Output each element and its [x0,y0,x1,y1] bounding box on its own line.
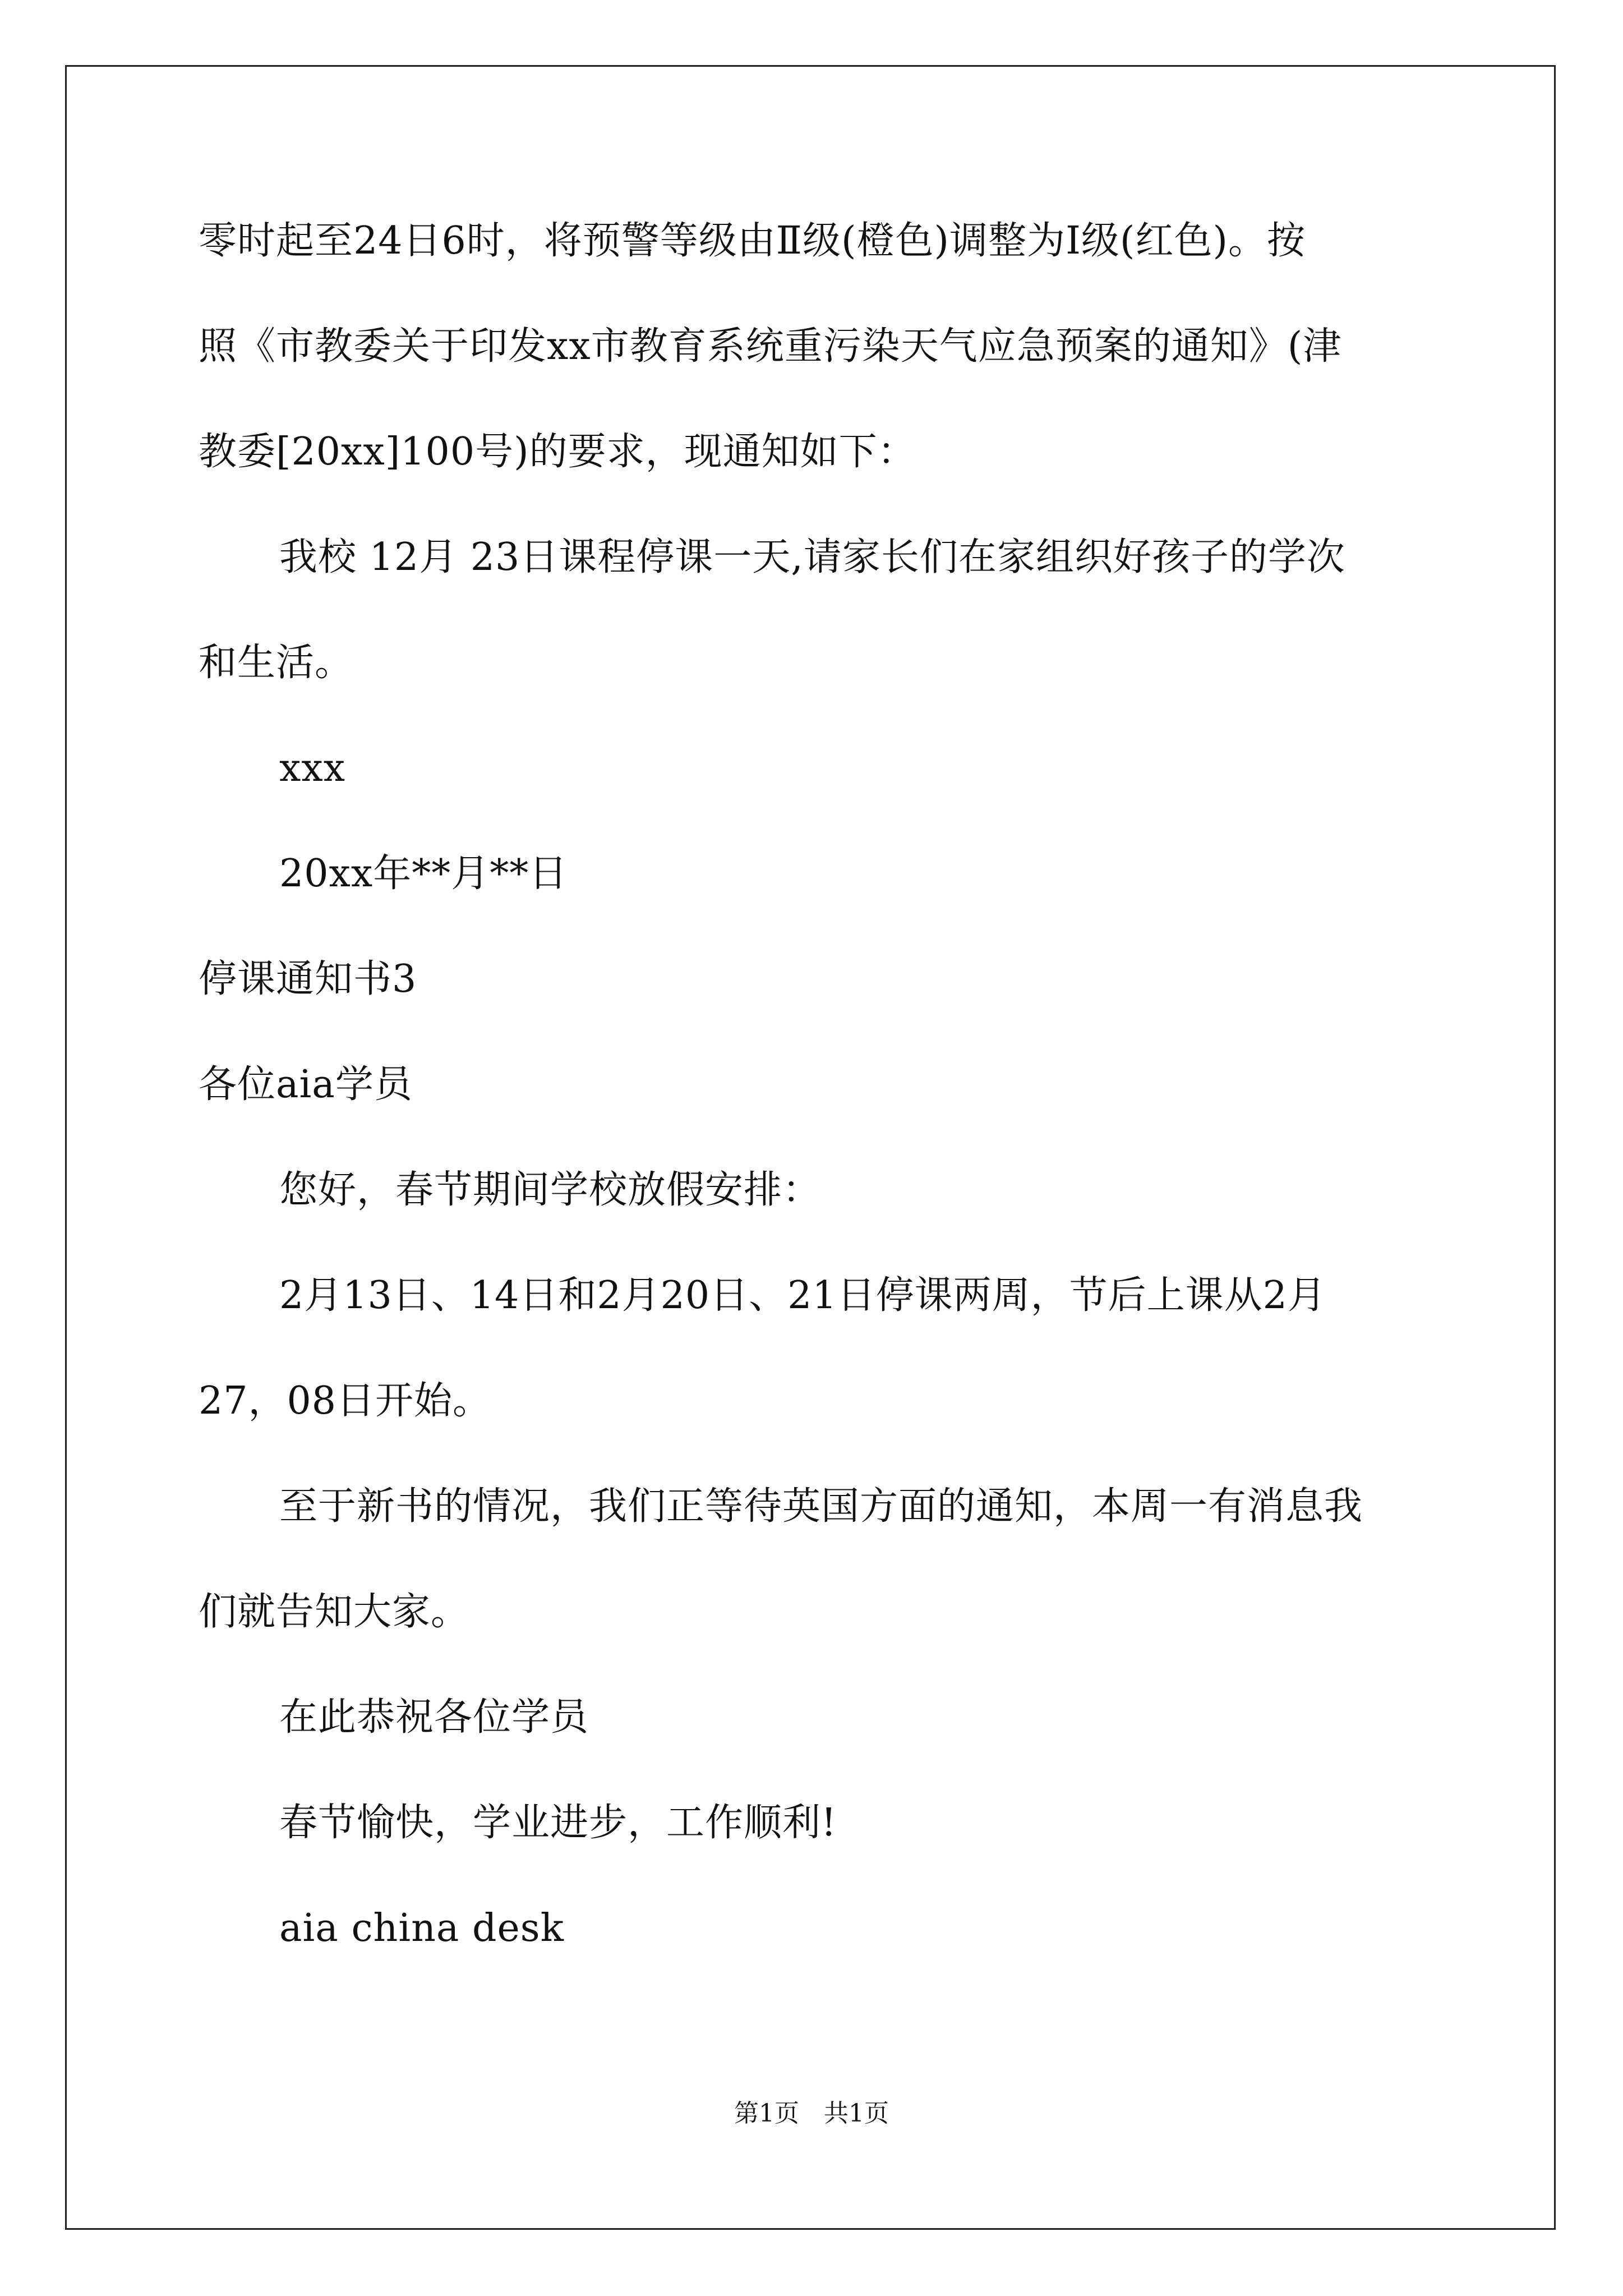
paragraph-line: 在此恭祝各位学员 [279,1695,589,1740]
paragraph-line: 我校 12月 23日课程停课一天,请家长们在家组织好孩子的学次 [279,535,1345,579]
paragraph-line: 零时起至24日6时，将预警等级由Ⅱ级(橙色)调整为Ⅰ级(红色)。按 [199,219,1306,263]
paragraph-line: 教委[20xx]100号)的要求，现通知如下： [199,430,916,474]
paragraph-line: 春节愉快，学业进步，工作顺利! [279,1801,837,1845]
section-title: 停课通知书3 [199,957,417,1001]
paragraph-line: 照《市教委关于印发xx市教育系统重污染天气应急预案的通知》(津 [199,324,1342,369]
paragraph-line: 至于新书的情况，我们正等待英国方面的通知，本周一有消息我 [279,1484,1363,1529]
signature-name: xxx [279,746,346,790]
salutation: 各位aia学员 [199,1062,413,1107]
paragraph-line: 们就告知大家。 [199,1590,470,1634]
page-number: 第1页 共1页 [734,2099,889,2128]
signature-date: 20xx年**月**日 [279,852,568,896]
paragraph-line: 27，08日开始。 [199,1379,492,1423]
paragraph-line: 和生活。 [199,641,354,685]
paragraph-line: 您好，春节期间学校放假安排： [279,1168,822,1212]
signature-name: aia china desk [279,1906,564,1950]
paragraph-line: 2月13日、14日和2月20日、21日停课两周，节后上课从2月 [279,1273,1326,1318]
